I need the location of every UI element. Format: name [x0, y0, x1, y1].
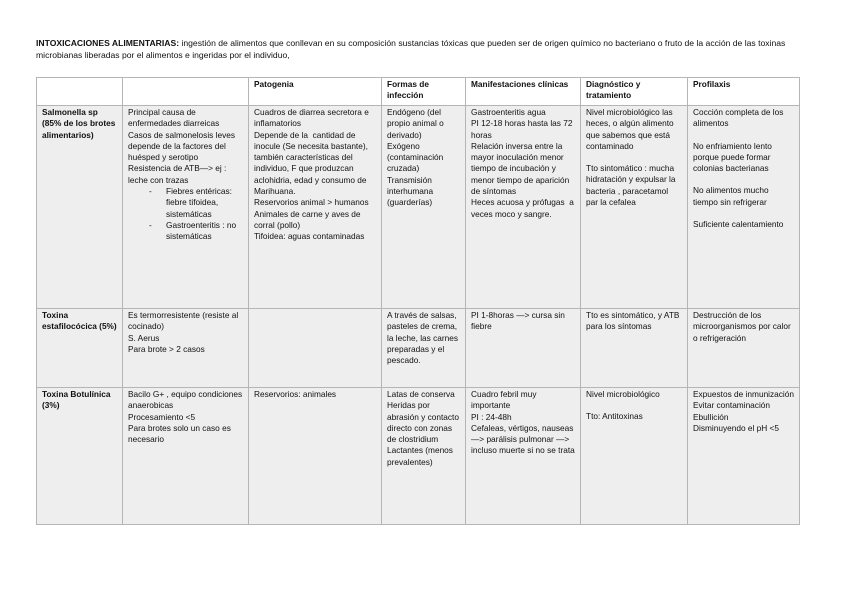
cell-line: Tifoidea: aguas contaminadas: [254, 231, 365, 242]
table-row: [37, 309, 800, 388]
table-header-row: [37, 78, 800, 106]
manifestaciones-cell: [466, 309, 581, 388]
cell-line: Disminuyendo el pH <5: [693, 422, 780, 433]
cell-line: Evitar contaminación: [693, 400, 771, 411]
cell-line: Cuadros de diarrea secretora e inflamatorios: [254, 107, 372, 129]
intro-paragraph: [36, 37, 812, 61]
cell-line: Es termorresistente (resiste al cocinado): [128, 310, 241, 332]
cell-line: Animales de carne y aves de corral (pollo): [254, 208, 363, 230]
cell-line: [586, 400, 682, 411]
cell-line: [693, 174, 794, 185]
description-cell: [123, 309, 249, 388]
cell-line: [693, 208, 794, 219]
cell-line: Principal causa de enfermedades diarreicas: [128, 107, 220, 129]
cell-line: Tto sintomático : mucha hidratación y expulsar la bacteria , paracetamol par la cefalea: [586, 163, 678, 208]
diagnostico-cell: [581, 309, 688, 388]
profilaxis-cell: [688, 388, 800, 525]
intro-text: ingestión de alimentos que conllevan en su composición sustancias tóxicas que pueden ser de origen químico no bacteriano o fruto de la acción de las toxinas microbianas liberadas por el alimentos e ingeridas por el individuo,: [36, 38, 786, 60]
header-cell: [123, 78, 249, 106]
cell-line: Ebullición: [693, 411, 729, 422]
cell-line: Nivel microbiológico: [586, 389, 660, 399]
header-diagnostico: Diagnóstico y tratamiento: [581, 78, 688, 106]
list-item: - Fiebres entéricas: fiebre tifoidea, sistemáticas: [166, 186, 243, 220]
cell-line: PI 1-8horas —> cursa sin fiebre: [471, 310, 568, 332]
formas-cell: [382, 309, 466, 388]
cell-line: Latas de conserva: [387, 389, 455, 399]
cell-line: Procesamiento <5: [128, 411, 196, 422]
cell-line: Para brote > 2 casos: [128, 343, 205, 354]
row-title: Toxina estafilocócica (5%): [37, 309, 123, 388]
manifestaciones-cell: [466, 106, 581, 309]
cell-line: Tto: Antitoxinas: [586, 411, 643, 422]
description-cell: [123, 388, 249, 525]
cell-line: PI 12-18 horas hasta las 72 horas: [471, 118, 575, 140]
formas-cell: [382, 106, 466, 309]
cell-line: Transmisión interhumana (guarderías): [387, 174, 436, 208]
description-cell: [123, 106, 249, 309]
intoxication-table: [36, 77, 800, 525]
patogenia-cell: [249, 309, 382, 388]
cell-line: S. Aerus: [128, 332, 160, 343]
cell-line: Exógeno (contaminación cruzada): [387, 140, 446, 174]
table-row: [37, 388, 800, 525]
cell-line: Endógeno (del propio animal o derivado): [387, 107, 447, 140]
cell-line: No enfriamiento lento porque puede formar colonias bacterianas: [693, 140, 775, 174]
table-row: [37, 106, 800, 309]
manifestaciones-cell: [466, 388, 581, 525]
cell-line: Resistencia de ATB—> ej : leche con trazas: [128, 163, 229, 185]
cell-line: Reservorios: animales: [254, 389, 337, 399]
patogenia-cell: [249, 388, 382, 525]
list-item: - Gastroenteritis : no sistemáticas: [166, 220, 243, 243]
cell-line: Cocción completa de los alimentos: [693, 107, 786, 129]
cell-line: Bacilo G+ , equipo condiciones anaerobicas: [128, 389, 245, 411]
patogenia-cell: [249, 106, 382, 309]
profilaxis-cell: [688, 309, 800, 388]
bullet-list: [128, 186, 243, 242]
cell-line: Relación inversa entre la mayor inoculación menor tiempo de incubación y menor tiempo de aparición de síntomas: [471, 140, 572, 197]
cell-line: A través de salsas, pasteles de crema, la leche, las carnes preparadas y el pescado.: [387, 310, 461, 366]
cell-line: No alimentos mucho tiempo sin refrigerar: [693, 185, 771, 207]
cell-line: Heces acuosa y prófugas a veces moco y sangre.: [471, 197, 577, 219]
cell-line: [693, 130, 794, 141]
cell-line: Heridas por abrasión y contacto directo con zonas de clostridium: [387, 400, 462, 445]
cell-line: Para brotes solo un caso es necesario: [128, 422, 234, 445]
cell-line: Cefaleas, vértigos, nauseas —> parálisis pulmonar —> incluso muerte si no se trata: [471, 422, 576, 456]
profilaxis-cell: [688, 106, 800, 309]
cell-line: Casos de salmonelosis leves depende de la factores del huésped y serotipo: [128, 129, 238, 163]
cell-line: Cuadro febril muy importante: [471, 389, 539, 411]
row-title: Toxina Botulínica (3%): [37, 388, 123, 525]
cell-line: Lactantes (menos prevalentes): [387, 445, 456, 467]
header-cell: [37, 78, 123, 106]
formas-cell: [382, 388, 466, 525]
cell-line: Depende de la cantidad de inocule (Se necesita bastante), también características del individuo, F que produzcan aclohidria, edad y consumo de Marihuana.: [254, 129, 371, 197]
cell-line: [586, 152, 682, 163]
cell-line: Gastroenteritis agua: [471, 107, 546, 117]
cell-line: PI : 24-48h: [471, 411, 512, 422]
cell-line: Reservorios animal > humanos: [254, 197, 369, 208]
cell-line: Suficiente calentamiento: [693, 219, 784, 230]
diagnostico-cell: [581, 388, 688, 525]
header-manifestaciones: Manifestaciones clínicas: [466, 78, 581, 106]
header-formas: Formas de infección: [382, 78, 466, 106]
cell-line: Expuestos de inmunización: [693, 389, 795, 399]
header-profilaxis: Profilaxis: [688, 78, 800, 106]
row-title: Salmonella sp (85% de los brotes alimentarios): [37, 106, 123, 309]
header-patogenia: Patogenia: [249, 78, 382, 106]
cell-line: Nivel microbiológico las heces, o algún alimento que sabemos que está contaminado: [586, 107, 676, 151]
diagnostico-cell: [581, 106, 688, 309]
cell-line: Tto es sintomático, y ATB para los síntomas: [586, 310, 682, 332]
cell-line: Destrucción de los microorganismos por calor o refrigeración: [693, 310, 794, 343]
intro-title: INTOXICACIONES ALIMENTARIAS:: [36, 38, 180, 48]
